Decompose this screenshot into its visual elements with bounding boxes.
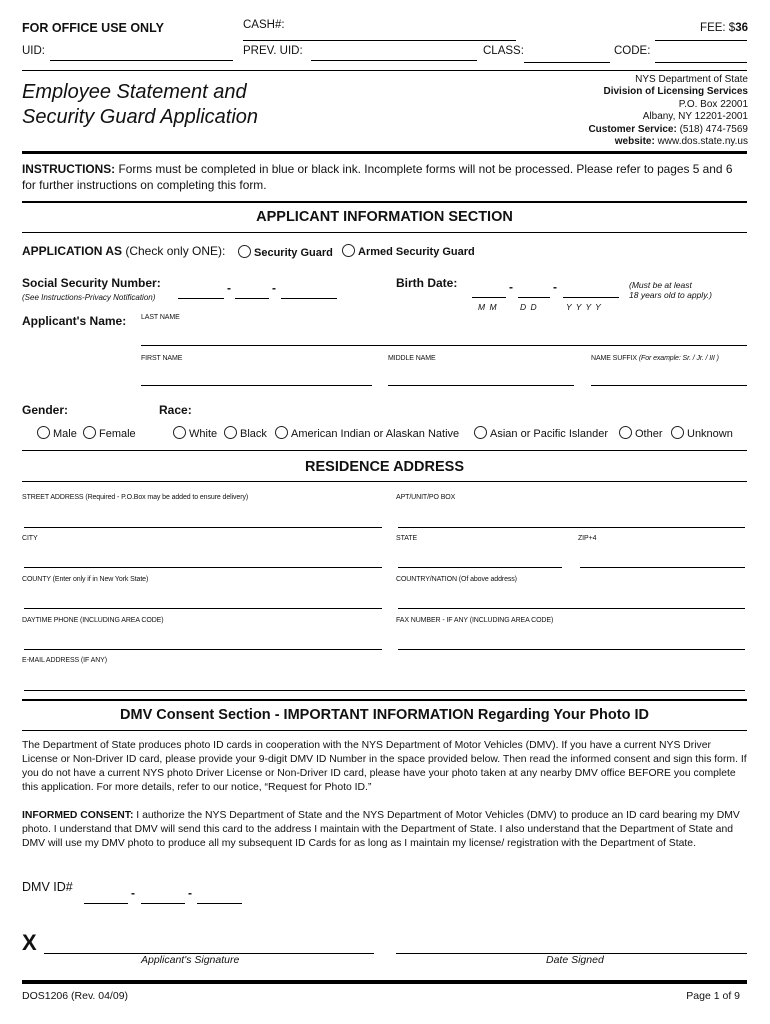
middle-name-field[interactable]: [388, 385, 574, 386]
prev-uid-label: PREV. UID:: [243, 45, 303, 57]
first-name-field[interactable]: [141, 385, 372, 386]
birth-yyyy-hint: Y Y Y Y: [566, 302, 602, 312]
class-label: CLASS:: [483, 45, 524, 57]
header-divider: [22, 70, 747, 71]
fee: [700, 22, 748, 34]
agency-website[interactable]: website: www.dos.state.ny.us: [614, 136, 748, 148]
dmv-section-title: DMV Consent Section - IMPORTANT INFORMATION Regarding Your Photo ID: [120, 707, 649, 723]
birth-dash1: -: [509, 280, 513, 294]
cash-label: CASH#:: [243, 19, 285, 31]
radio-circle[interactable]: [83, 426, 96, 439]
residence-section-title: RESIDENCE ADDRESS: [305, 459, 464, 475]
agency-po-box: P.O. Box 22001: [678, 98, 748, 110]
radio-race-asian[interactable]: Asian or Pacific Islander: [474, 426, 608, 440]
agency-city: Albany, NY 12201-2001: [642, 111, 748, 123]
instructions-label: INSTRUCTIONS:: [22, 162, 116, 176]
cash-field[interactable]: [243, 40, 516, 41]
code-field[interactable]: [655, 62, 747, 63]
radio-race-other[interactable]: Other: [619, 426, 663, 440]
radio-race-unknown[interactable]: Unknown: [671, 426, 733, 440]
county-field[interactable]: [24, 608, 382, 609]
birth-note: (Must be at least 18 years old to apply.): [629, 280, 712, 300]
radio-circle[interactable]: [224, 426, 237, 439]
radio-circle[interactable]: [275, 426, 288, 439]
ssn-part1[interactable]: [178, 298, 224, 299]
residence-bottom-divider: [22, 699, 747, 701]
dmv-id-dash1: -: [131, 886, 135, 900]
radio-circle[interactable]: [37, 426, 50, 439]
office-use-title: FOR OFFICE USE ONLY: [22, 21, 164, 35]
applicant-section-divider: [22, 232, 747, 233]
ssn-dash2: -: [272, 281, 276, 295]
dmv-section-divider: [22, 730, 747, 731]
street-address-field[interactable]: [24, 527, 382, 528]
country-field[interactable]: [398, 608, 745, 609]
residence-section-divider: [22, 481, 747, 482]
form-title-line1: Employee Statement and: [22, 81, 247, 103]
dmv-id-dash2: -: [188, 886, 192, 900]
form-title-line2: Security Guard Application: [22, 106, 259, 128]
radio-circle[interactable]: [173, 426, 186, 439]
day-phone-label: DAYTIME PHONE (INCLUDING AREA CODE): [22, 617, 164, 624]
class-field[interactable]: [524, 62, 610, 63]
radio-race-black[interactable]: Black: [224, 426, 267, 440]
birth-dd-hint: D D: [520, 302, 538, 312]
signature-x-mark: X: [22, 930, 37, 955]
instructions-text: Forms must be completed in blue or black ink. Incomplete forms will not be processed. Please refer to pages 5 and 6 for further instructions on completing this form.: [22, 162, 733, 192]
street-address-label: STREET ADDRESS (Required - P.O.Box may be added to ensure delivery): [22, 494, 249, 501]
prev-uid-field[interactable]: [311, 60, 477, 61]
fee-field[interactable]: [655, 40, 747, 41]
radio-armed-security-guard[interactable]: Armed Security Guard: [342, 244, 475, 258]
radio-circle[interactable]: [238, 245, 251, 258]
radio-circle[interactable]: [671, 426, 684, 439]
day-phone-field[interactable]: [24, 649, 382, 650]
date-signed-label: Date Signed: [546, 954, 604, 966]
apt-field[interactable]: [398, 527, 745, 528]
first-name-label: FIRST NAME: [141, 355, 183, 362]
apt-label: APT/UNIT/PO BOX: [396, 494, 456, 501]
page-number: Page 1 of 9: [686, 990, 740, 1002]
dmv-id-part1[interactable]: [84, 903, 128, 904]
state-field[interactable]: [398, 567, 562, 568]
birth-year[interactable]: [563, 297, 619, 298]
uid-label: UID:: [22, 45, 45, 57]
birth-date-label: Birth Date:: [396, 276, 458, 290]
informed-consent: [22, 809, 747, 851]
race-label: Race:: [159, 403, 192, 417]
agency-block: [588, 74, 748, 148]
applicant-bottom-divider: [22, 450, 747, 451]
agency-division: Division of Licensing Services: [603, 86, 748, 98]
city-label: CITY: [22, 535, 38, 542]
email-label: E-MAIL ADDRESS (IF ANY): [22, 657, 107, 664]
code-label: CODE:: [614, 45, 651, 57]
zip-field[interactable]: [580, 567, 745, 568]
radio-gender-male[interactable]: Male: [37, 426, 77, 440]
email-field[interactable]: [24, 690, 745, 691]
radio-circle[interactable]: [342, 244, 355, 257]
radio-circle[interactable]: [474, 426, 487, 439]
birth-day[interactable]: [518, 297, 550, 298]
dmv-id-label: DMV ID#: [22, 880, 73, 894]
radio-race-white[interactable]: White: [173, 426, 217, 440]
form-number: DOS1206 (Rev. 04/09): [22, 990, 129, 1002]
birth-dash2: -: [553, 280, 557, 294]
radio-security-guard[interactable]: Security Guard: [238, 245, 333, 259]
gender-label: Gender:: [22, 403, 69, 417]
ssn-note: (See Instructions-Privacy Notification): [22, 293, 156, 302]
ssn-label: Social Security Number:: [22, 276, 161, 290]
informed-consent-text: I authorize the NYS Department of State and the NYS Department of Motor Vehicles (DMV) to produce an ID card bearing my DMV photo. I understand that DMV will send this card to the address I maintain with the Department of State. I also understand that the Department of State and DMV will use my DMV photo to produce all my subsequent ID Cards for as long as I maintain my license/ registration with the Department of State.: [22, 810, 740, 849]
fee-value: 36: [735, 22, 748, 34]
fax-label: FAX NUMBER - IF ANY (INCLUDING AREA CODE): [396, 617, 554, 624]
ssn-part3[interactable]: [281, 298, 337, 299]
radio-gender-female[interactable]: Female: [83, 426, 136, 440]
customer-service: Customer Service: (518) 474-7569: [588, 123, 748, 135]
state-label: STATE: [396, 535, 418, 542]
signature-label: Applicant's Signature: [141, 954, 240, 966]
name-suffix-label: NAME SUFFIX (For example: Sr. / Jr. / III ): [591, 355, 719, 362]
instructions: [22, 162, 747, 193]
dmv-paragraph: The Department of State produces photo ID cards in cooperation with the NYS Department of Motor Vehicles (DMV). If you have a current NYS Driver License or Non-Driver ID card, please provide your 9-digit DMV ID Number in the space provided below. Then read the informed consent and sign this form. If you do not have a current NYS photo Driver License or Non-Driver ID card, please have your photo taken at any nearby DMV office BEFORE you complete this application. For more details, refer to our notice, “Request for Photo ID.”: [22, 740, 747, 793]
country-label: COUNTRY/NATION (Of above address): [396, 576, 517, 583]
radio-circle[interactable]: [619, 426, 632, 439]
fax-field[interactable]: [398, 649, 745, 650]
fee-label: FEE: $: [700, 22, 736, 34]
birth-mm-hint: M M: [478, 302, 498, 312]
dmv-id-part2[interactable]: [141, 903, 185, 904]
footer-divider-thick: [22, 980, 747, 984]
applicant-name-label: Applicant's Name:: [22, 314, 127, 328]
middle-name-label: MIDDLE NAME: [388, 355, 436, 362]
ssn-part2[interactable]: [235, 298, 269, 299]
agency-name: NYS Department of State: [635, 74, 748, 85]
informed-consent-label: INFORMED CONSENT:: [22, 810, 134, 821]
zip-label: ZIP+4: [578, 535, 597, 542]
form-title: [22, 80, 258, 130]
instructions-divider: [22, 201, 747, 203]
last-name-field[interactable]: [141, 345, 747, 346]
application-as: APPLICATION AS (Check only ONE):: [22, 244, 226, 258]
title-divider-thick: [22, 151, 747, 154]
ssn-dash1: -: [227, 281, 231, 295]
county-label: COUNTY (Enter only if in New York State): [22, 576, 149, 583]
last-name-label: LAST NAME: [141, 314, 180, 321]
birth-month[interactable]: [472, 297, 506, 298]
city-field[interactable]: [24, 567, 382, 568]
dmv-id-part3[interactable]: [197, 903, 242, 904]
name-suffix-field[interactable]: [591, 385, 747, 386]
radio-race-native[interactable]: American Indian or Alaskan Native: [275, 426, 459, 440]
applicant-section-title: APPLICANT INFORMATION SECTION: [256, 209, 513, 225]
uid-field[interactable]: [50, 60, 233, 61]
